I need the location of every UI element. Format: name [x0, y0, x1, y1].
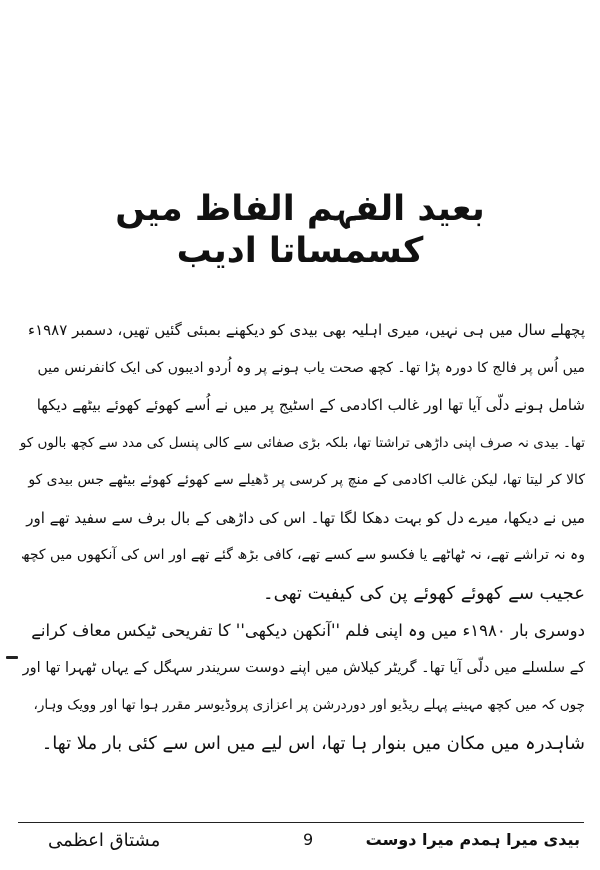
text-line: کے سلسلے میں دلّی آیا تھا۔ گریٹر کیلاش میں اپنے دوست سریندر سہگل کے یہاں ٹھہرا تھا اور	[22, 659, 585, 676]
paragraph	[20, 612, 585, 762]
text-line: شاہدرہ میں مکان میں بنوار ہا تھا، اس لیے میں اس سے کئی بار ملا تھا۔	[41, 732, 585, 754]
footer-author: مشتاق اعظمی	[48, 830, 161, 851]
text-line: کالا کر لیتا تھا، لیکن غالب اکادمی کے منچ پر کرسی پر ڈھیلے سے کھوئے کھوئے بیٹھے جس بیدی کو	[28, 472, 585, 488]
text-line: تھا۔ بیدی نہ صرف اپنی داڑھی تراشتا تھا، بلکہ بڑی صفائی سے کالی پنسل کی مدد سے کچھ بالوں کو	[19, 434, 585, 451]
body-text	[20, 312, 585, 762]
text-line: پچھلے سال میں ہی نہیں، میری اہلیہ بھی بیدی کو دیکھنے بمبئی گئیں تھیں، دسمبر ۱۹۸۷ء	[28, 321, 585, 339]
page-footer	[18, 830, 584, 860]
chapter-title: بعید الفہم الفاظ میں کسمساتا ادیب	[115, 189, 485, 271]
footer-divider	[18, 822, 584, 823]
text-line: شامل ہونے دلّی آیا تھا اور غالب اکادمی کے اسٹیج پر میں نے اُسے کھوئے کھوئے بیٹھے دیکھا	[36, 396, 585, 414]
text-line: دوسری بار ۱۹۸۰ء میں وہ اپنی فلم ''آنکھن دیکھی'' کا تفریحی ٹیکس معاف کرانے	[31, 621, 585, 640]
page-number: 9	[303, 830, 314, 849]
text-line: چوں کہ میں کچھ مہینے پہلے ریڈیو اور دوردرشن پر اعزازی پروڈیوسر مقرر ہوا تھا اور وویک وہار،	[33, 697, 585, 713]
footer-book-title: بیدی میرا ہمدم میرا دوست	[365, 830, 580, 849]
text-line: عجیب سے کھوئے کھوئے پن کی کیفیت تھی۔	[263, 582, 585, 604]
text-line: وہ نہ تراشے تھے، نہ ٹھاٹھے یا فکسو سے کسے تھے، کافی بڑھ گئے تھے اور اس کی آنکھوں میں کچھ	[21, 547, 585, 563]
paragraph	[20, 312, 585, 612]
text-line: میں اُس پر فالج کا دورہ پڑا تھا۔ کچھ صحت یاب ہونے پر وہ اُردو ادیبوں کی ایک کانفرنس میں	[37, 359, 585, 376]
text-line: میں نے دیکھا، میرے دل کو بہت دھکا لگا تھا۔ اس کی داڑھی کے بال برف سے سفید تھے اور	[26, 508, 585, 527]
margin-mark	[6, 656, 18, 659]
